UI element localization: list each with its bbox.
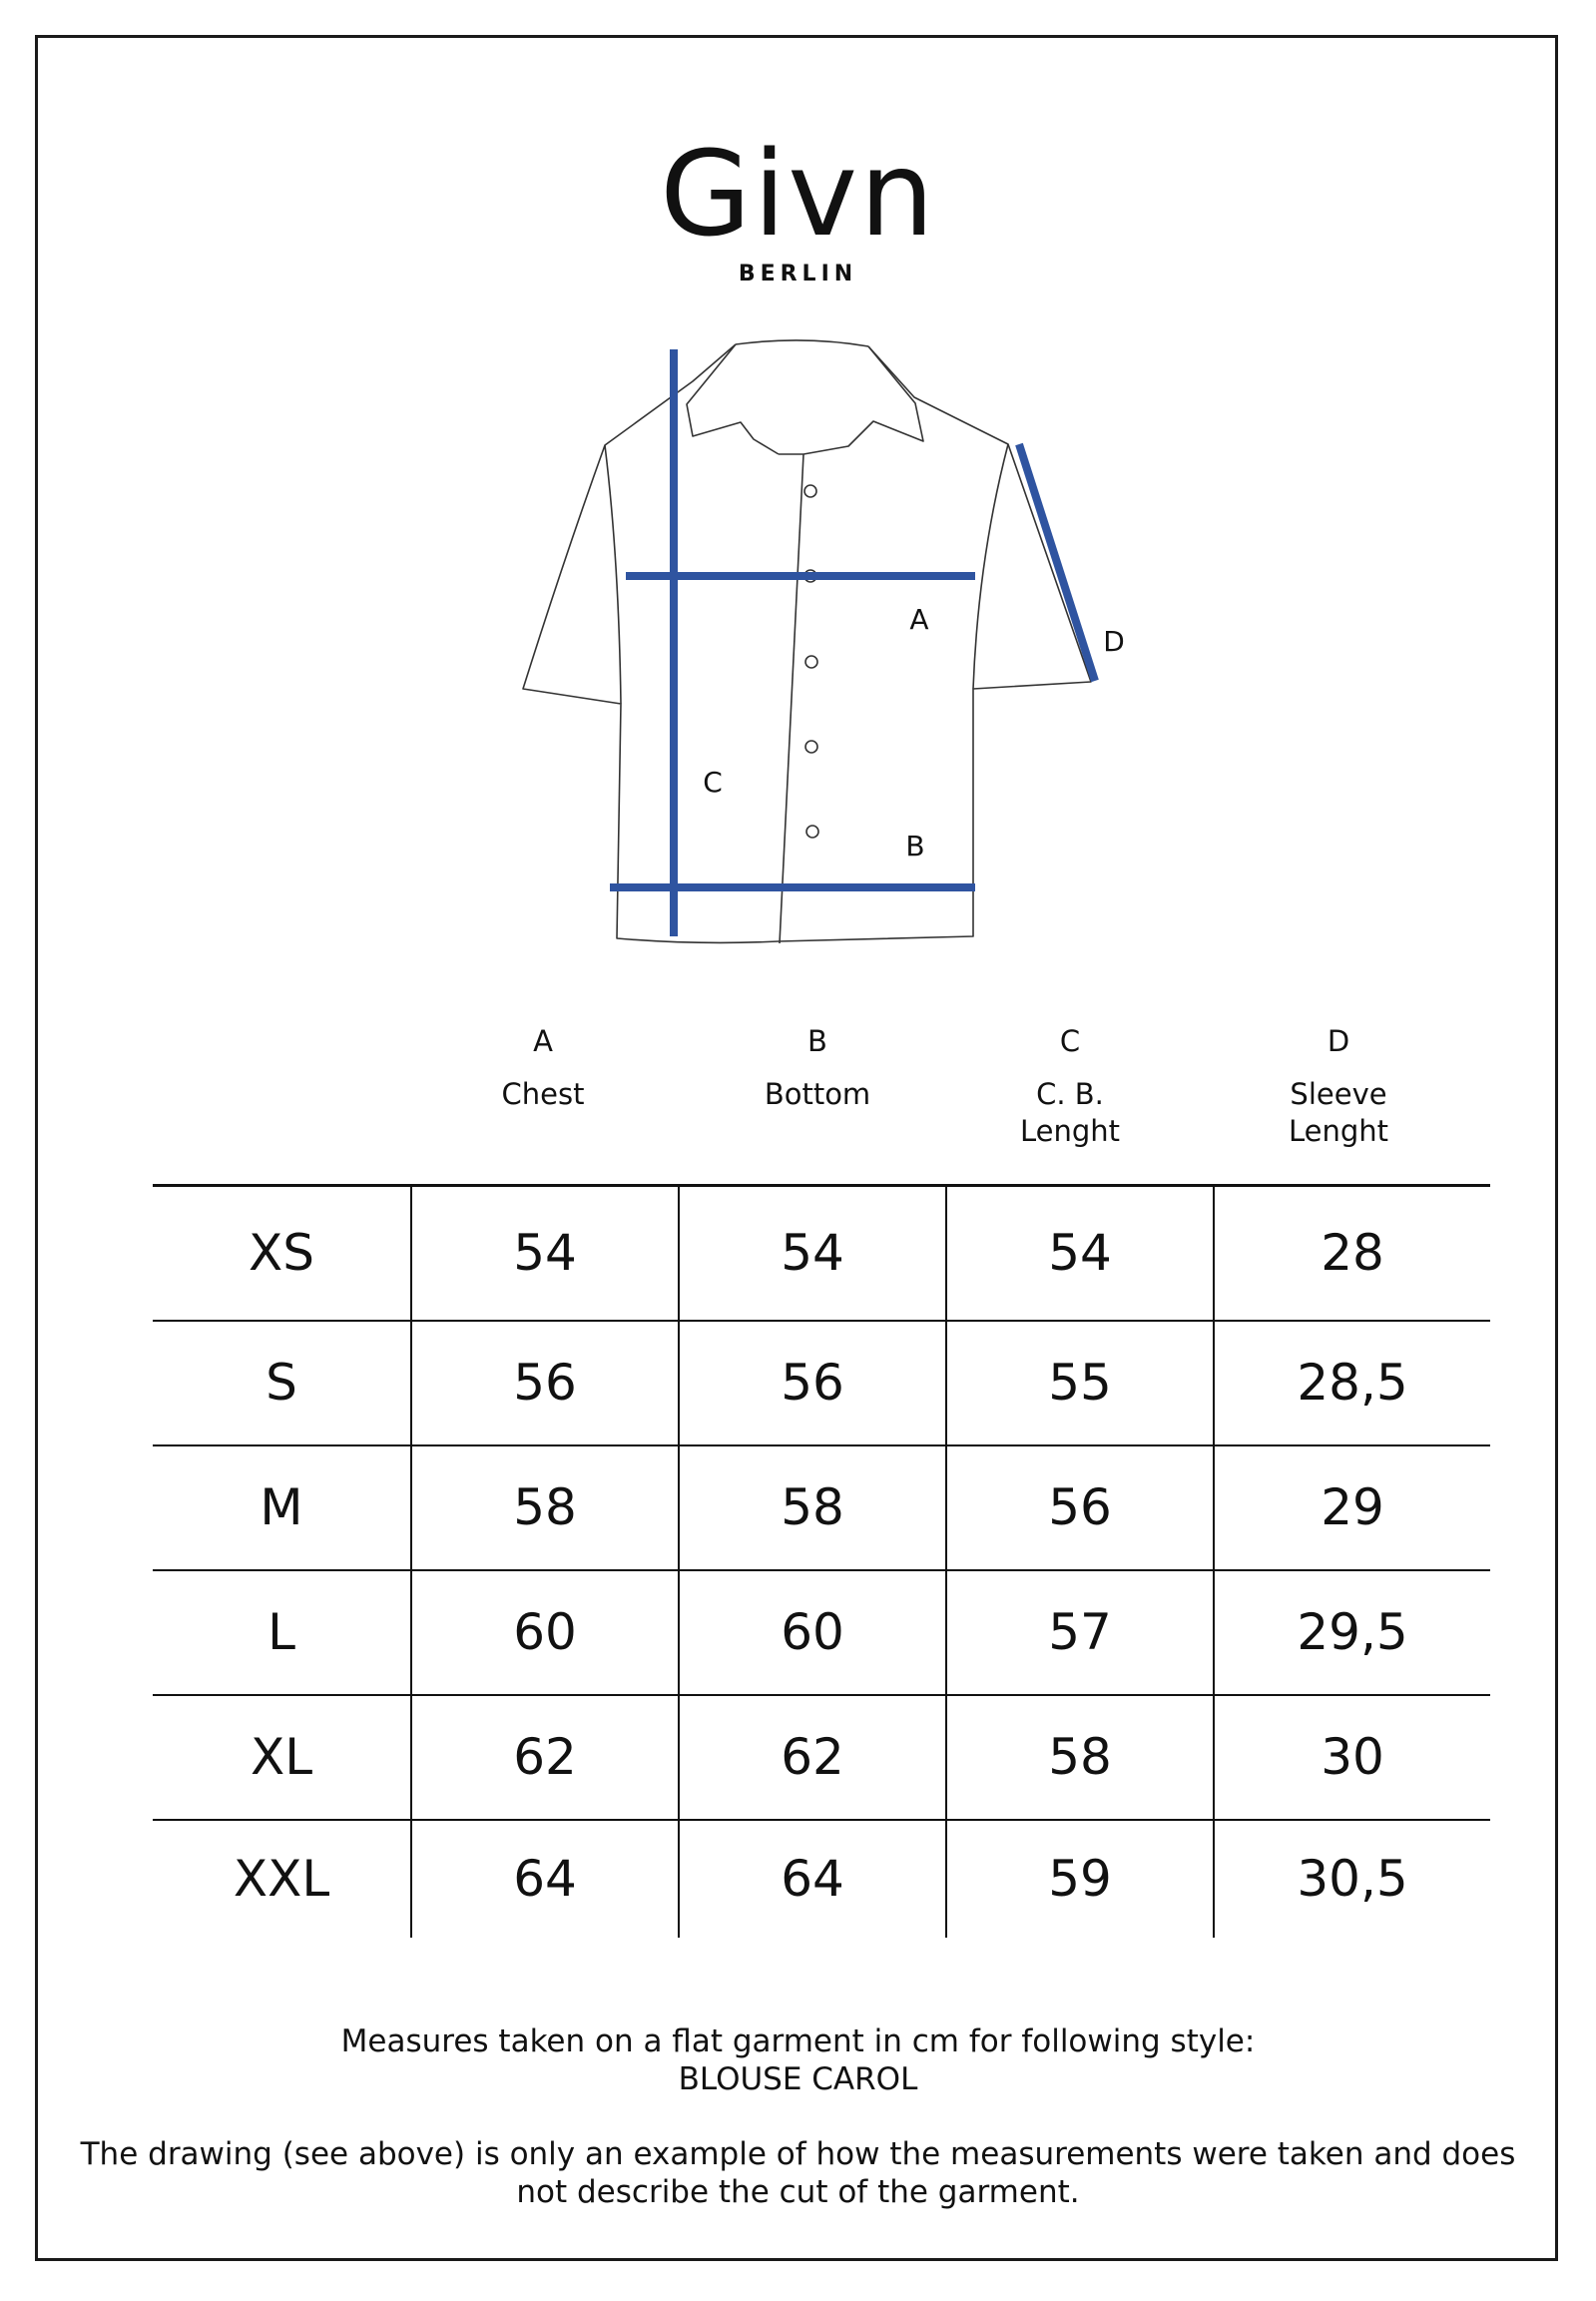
size-cell: S [153, 1321, 411, 1445]
size-cell: XS [153, 1186, 411, 1321]
column-header-bottom [688, 1023, 947, 1113]
value-cell: 60 [411, 1570, 679, 1695]
value-cell: 56 [411, 1321, 679, 1445]
size-cell: M [153, 1445, 411, 1570]
diagram-label-a: A [909, 603, 929, 636]
size-table [153, 1184, 1490, 1938]
table-row [153, 1321, 1490, 1445]
value-cell: 62 [411, 1695, 679, 1820]
value-cell: 28 [1214, 1186, 1490, 1321]
shirt-diagram [0, 0, 1596, 998]
diagram-label-d: D [1103, 625, 1125, 658]
column-header-sleeve-length [1209, 1023, 1468, 1150]
column-label: Sleeve Lenght [1288, 1077, 1389, 1148]
value-cell: 55 [946, 1321, 1214, 1445]
disclaimer: The drawing (see above) is only an example of how the measurements were taken and does not describe the cut of the garment. [80, 2136, 1516, 2210]
column-label: Bottom [764, 1077, 871, 1111]
value-cell: 54 [679, 1186, 946, 1321]
value-cell: 56 [946, 1445, 1214, 1570]
size-cell: XXL [153, 1820, 411, 1938]
value-cell: 58 [411, 1445, 679, 1570]
table-row [153, 1695, 1490, 1820]
measure-lines [610, 349, 1095, 936]
value-cell: 28,5 [1214, 1321, 1490, 1445]
column-letter: A [533, 1024, 553, 1058]
diagram-label-b: B [905, 830, 925, 863]
brand-city: BERLIN [738, 262, 858, 287]
column-header-cb-length [950, 1023, 1190, 1150]
table-row [153, 1570, 1490, 1695]
value-cell: 30 [1214, 1695, 1490, 1820]
size-cell: XL [153, 1695, 411, 1820]
measurement-note: Measures taken on a flat garment in cm for following style: [340, 2023, 1256, 2059]
table-row [153, 1186, 1490, 1321]
value-cell: 56 [679, 1321, 946, 1445]
column-label: Chest [501, 1077, 585, 1111]
value-cell: 58 [679, 1445, 946, 1570]
column-header-chest [413, 1023, 673, 1113]
column-letter: D [1327, 1024, 1350, 1058]
value-cell: 64 [411, 1820, 679, 1938]
column-letter: C [1059, 1024, 1081, 1058]
shirt-outline [523, 340, 1091, 943]
brand-logo: Givn [660, 125, 936, 263]
value-cell: 58 [946, 1695, 1214, 1820]
measure-line-d [1019, 444, 1095, 681]
value-cell: 30,5 [1214, 1820, 1490, 1938]
value-cell: 29 [1214, 1445, 1490, 1570]
column-label: C. B. Lenght [1019, 1077, 1121, 1148]
value-cell: 62 [679, 1695, 946, 1820]
value-cell: 59 [946, 1820, 1214, 1938]
value-cell: 54 [411, 1186, 679, 1321]
style-name: BLOUSE CAROL [678, 2061, 918, 2097]
value-cell: 60 [679, 1570, 946, 1695]
value-cell: 29,5 [1214, 1570, 1490, 1695]
table-row [153, 1820, 1490, 1938]
value-cell: 57 [946, 1570, 1214, 1695]
size-cell: L [153, 1570, 411, 1695]
table-row [153, 1445, 1490, 1570]
value-cell: 64 [679, 1820, 946, 1938]
buttons [804, 485, 818, 838]
column-letter: B [807, 1024, 827, 1058]
value-cell: 54 [946, 1186, 1214, 1321]
diagram-label-c: C [703, 766, 723, 799]
